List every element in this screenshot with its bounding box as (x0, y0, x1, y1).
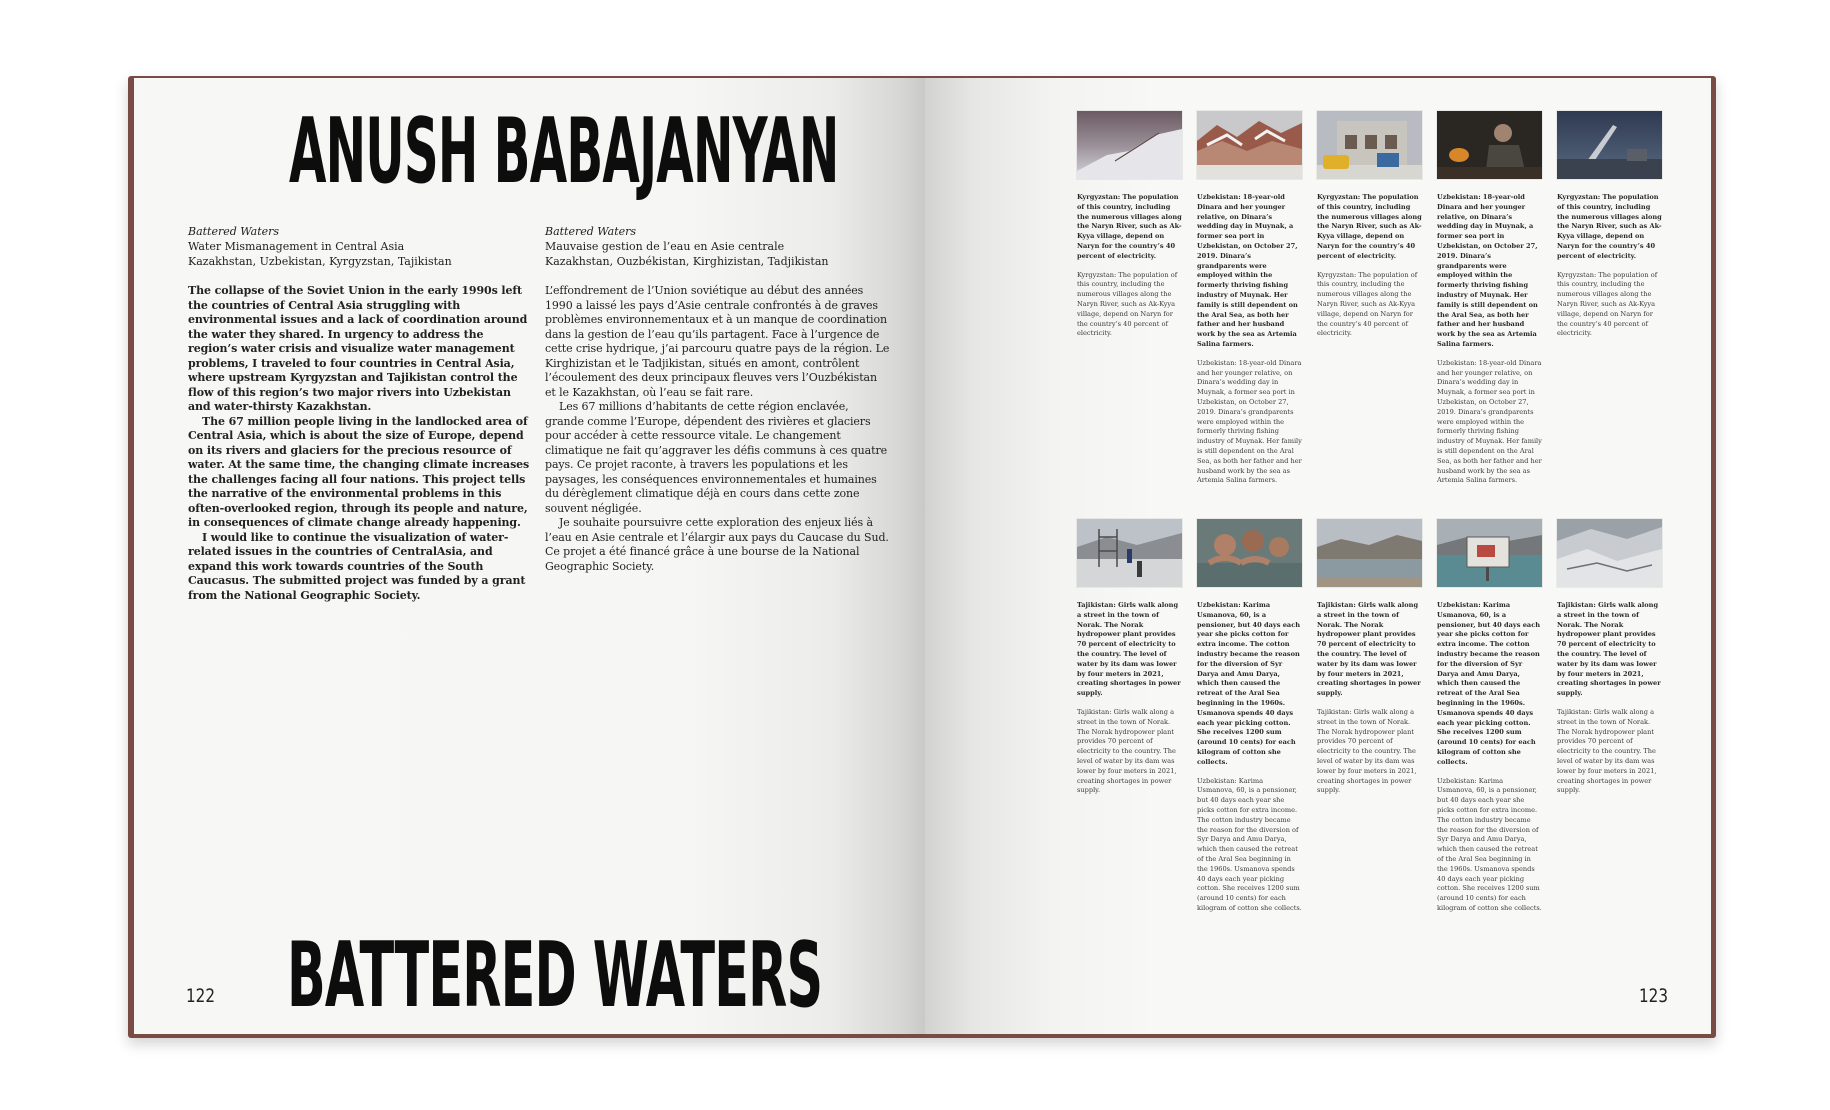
photo-cell (1557, 111, 1662, 339)
photo-caption: Kyrgyzstan: The population of this country, including the numerous villages along the Naryn River, such as Ak-Kyya village, depend on Naryn for the country’s 40 percent of electricity. (1557, 193, 1662, 260)
paragraph: Je souhaite poursuivre cette exploration des enjeux liés à l’eau en Asie centrale et l’élargir aux pays du Caucase du Sud. Ce projet a été financé grâce à une bourse de la National Geographic Society. (545, 516, 889, 573)
photo-caption: Uzbekistan: 18-year-old Dinara and her younger relative, on Dinara’s wedding day in Muynak, a former sea port in Uzbekistan, on October 27, 2019. Dinara’s grandparents were employed within the formerly thriving fishing industry of Muynak. Her family is still dependent on the Aral Sea, as both her father and her husband work by the sea as Artemia Salina farmers. (1437, 193, 1538, 348)
photo-scaffolding-water[interactable] (1077, 519, 1182, 587)
english-body (188, 284, 533, 603)
photo-cell (1317, 519, 1422, 796)
photo-caption-secondary: Uzbekistan: Karima Usmanova, 60, is a pensioner, but 40 days each year she picks cotton for extra income. The cotton industry became the reason for the diversion of Syr Darya and Amu Darya, which then caused the retreat of the Aral Sea beginning in the 1960s. Usmanova spends 40 days each year picking cotton. She receives 1200 sum (around 10 cents) for each kilogram of cotton she collects. (1197, 776, 1302, 912)
photo-cell (1437, 111, 1542, 486)
french-header (545, 224, 890, 269)
story-title: BATTERED WATERS (287, 922, 823, 1028)
project-countries: Kazakhstan, Uzbekistan, Kyrgyzstan, Tajikistan (188, 255, 452, 268)
project-subtitle: Mauvaise gestion de l’eau en Asie centrale (545, 240, 785, 253)
french-body (545, 284, 890, 574)
page-number: 122 (186, 985, 216, 1007)
left-page (134, 78, 925, 1034)
photo-lake-hills[interactable] (1317, 519, 1422, 587)
photo-caption: Kyrgyzstan: The population of this country, including the numerous villages along the Naryn River, such as Ak-Kyya village, depend on Naryn for the country’s 40 percent of electricity. (1317, 193, 1422, 260)
photo-caption: Kyrgyzstan: The population of this country, including the numerous villages along the Naryn River, such as Ak-Kyya village, depend on Naryn for the country’s 40 percent of electricity. (1077, 193, 1182, 260)
project-name: Battered Waters (188, 225, 280, 238)
photo-caption-secondary: Tajikistan: Girls walk along a street in the town of Norak. The Norak hydropower plant provides 70 percent of electricity to the country. The level of water by its dam was lower by four meters in 2021, creating shortages in power supply. (1077, 707, 1177, 795)
project-countries: Kazakhstan, Ouzbékistan, Kirghizistan, Tadjikistan (545, 255, 829, 268)
project-subtitle: Water Mismanagement in Central Asia (188, 240, 405, 253)
page-number: 123 (1639, 985, 1669, 1007)
photo-bathing-people[interactable] (1197, 519, 1302, 587)
photo-cell (1197, 111, 1302, 486)
photo-building-car[interactable] (1317, 111, 1422, 179)
english-column (188, 224, 533, 603)
author-name: ANUSH BABAJANYAN (289, 98, 839, 204)
photo-caption-secondary: Kyrgyzstan: The population of this country, including the numerous villages along the Naryn River, such as Ak-Kyya village, depend on Naryn for the country’s 40 percent of electricity. (1557, 270, 1658, 338)
photo-caption-secondary: Uzbekistan: 18-year-old Dinara and her younger relative, on Dinara’s wedding day in Muynak, a former sea port in Uzbekistan, on October 27, 2019. Dinara’s grandparents were employed within the formerly thriving fishing industry of Muynak. Her family is still dependent on the Aral Sea, as both her father and her husband work by the sea as Artemia Salina farmers. (1437, 358, 1542, 485)
photo-caption: Tajikistan: Girls walk along a street in the town of Norak. The Norak hydropower plant provides 70 percent of electricity to the country. The level of water by its dam was lower by four meters in 2021, creating shortages in power supply. (1077, 601, 1181, 698)
photo-cell (1317, 111, 1422, 339)
paragraph: I would like to continue the visualization of water-related issues in the countries of CentralAsia, and expand this work towards countries of the South Caucasus. The submitted project was funded by a grant from the National Geographic Society. (188, 530, 526, 602)
photo-caption-secondary: Uzbekistan: 18-year-old Dinara and her younger relative, on Dinara’s wedding day in Muynak, a former sea port in Uzbekistan, on October 27, 2019. Dinara’s grandparents were employed within the formerly thriving fishing industry of Muynak. Her family is still dependent on the Aral Sea, as both her father and her husband work by the sea as Artemia Salina farmers. (1197, 358, 1302, 485)
french-column (545, 224, 890, 574)
paragraph: Les 67 millions d’habitants de cette région enclavée, grande comme l’Europe, dépendent des rivières et glaciers pour accéder à cette ressource vitale. Le changement climatique ne fait qu’aggraver les défis communs à ces quatre pays. Ce projet raconte, à travers les populations et les paysages, les conséquences environnementales et humaines du dérèglement climatique déjà en cours dans cette zone souvent négligée. (545, 400, 888, 515)
photo-cell (1077, 111, 1182, 339)
photo-industrial-ruins[interactable] (1557, 111, 1662, 179)
photo-caption: Tajikistan: Girls walk along a street in the town of Norak. The Norak hydropower plant provides 70 percent of electricity to the country. The level of water by its dam was lower by four meters in 2021, creating shortages in power supply. (1317, 601, 1421, 698)
photo-glacier[interactable] (1557, 519, 1662, 587)
photo-caption-secondary: Uzbekistan: Karima Usmanova, 60, is a pensioner, but 40 days each year she picks cotton for extra income. The cotton industry became the reason for the diversion of Syr Darya and Amu Darya, which then caused the retreat of the Aral Sea beginning in the 1960s. Usmanova spends 40 days each year picking cotton. She receives 1200 sum (around 10 cents) for each kilogram of cotton she collects. (1437, 776, 1542, 912)
photo-cell (1557, 519, 1662, 796)
photo-caption: Uzbekistan: 18-year-old Dinara and her younger relative, on Dinara’s wedding day in Muynak, a former sea port in Uzbekistan, on October 27, 2019. Dinara’s grandparents were employed within the formerly thriving fishing industry of Muynak. Her family is still dependent on the Aral Sea, as both her father and her husband work by the sea as Artemia Salina farmers. (1197, 193, 1298, 348)
photo-caption: Tajikistan: Girls walk along a street in the town of Norak. The Norak hydropower plant provides 70 percent of electricity to the country. The level of water by its dam was lower by four meters in 2021, creating shortages in power supply. (1557, 601, 1661, 698)
english-header (188, 224, 533, 269)
project-name: Battered Waters (545, 225, 637, 238)
paragraph: The 67 million people living in the landlocked area of Central Asia, which is about the size of Europe, depend on its rivers and glaciers for the precious resource of water. At the same time, the changing climate increases the challenges facing all four nations. This project tells the narrative of the environmental problems in this often-overlooked region, through its people and nature, in consequences of climate change already happening. (188, 414, 530, 529)
photo-cell (1077, 519, 1182, 796)
photo-man-interior[interactable] (1437, 111, 1542, 179)
photo-caption-secondary: Kyrgyzstan: The population of this country, including the numerous villages along the Naryn River, such as Ak-Kyya village, depend on Naryn for the country’s 40 percent of electricity. (1317, 270, 1418, 338)
photo-billboard-lake[interactable] (1437, 519, 1542, 587)
photo-caption: Uzbekistan: Karima Usmanova, 60, is a pensioner, but 40 days each year she picks cotton for extra income. The cotton industry became the reason for the diversion of Syr Darya and Amu Darya, which then caused the retreat of the Aral Sea beginning in the 1960s. Usmanova spends 40 days each year picking cotton. She receives 1200 sum (around 10 cents) for each kilogram of cotton she collects. (1437, 601, 1541, 766)
paragraph: The collapse of the Soviet Union in the early 1990s left the countries of Central Asia struggling with environmental issues and a lack of coordination around the water they shared. In urgency to address the region’s water crisis and visualize water management problems, I traveled to four countries in Central Asia, where upstream Kyrgyzstan and Tajikistan control the flow of this region’s two major rivers into Uzbekistan and water-thirsty Kazakhstan. (188, 284, 528, 413)
photo-snowy-mountain[interactable] (1077, 111, 1182, 179)
photo-cell (1197, 519, 1302, 914)
paragraph: L’effondrement de l’Union soviétique au début des années 1990 a laissé les pays d’Asie centrale confrontés à de graves problèmes environnementaux et à un manque de coordination dans la gestion de l’eau qu’ils partagent. Face à l’urgence de cette crise hydrique, j’ai parcouru quatre pays de la région. Le Kirghizistan et le Tadjikistan, situés en amont, contrôlent l’écoulement des deux principaux fleuves vers l’Ouzbékistan et le Kazakhstan, où l’eau se fait rare. (545, 284, 890, 399)
photo-caption-secondary: Tajikistan: Girls walk along a street in the town of Norak. The Norak hydropower plant provides 70 percent of electricity to the country. The level of water by its dam was lower by four meters in 2021, creating shortages in power supply. (1557, 707, 1657, 795)
photo-red-hills[interactable] (1197, 111, 1302, 179)
photo-caption-secondary: Tajikistan: Girls walk along a street in the town of Norak. The Norak hydropower plant provides 70 percent of electricity to the country. The level of water by its dam was lower by four meters in 2021, creating shortages in power supply. (1317, 707, 1417, 795)
right-page (925, 78, 1711, 1034)
photo-cell (1437, 519, 1542, 914)
photo-caption-secondary: Kyrgyzstan: The population of this country, including the numerous villages along the Naryn River, such as Ak-Kyya village, depend on Naryn for the country’s 40 percent of electricity. (1077, 270, 1178, 338)
photo-caption: Uzbekistan: Karima Usmanova, 60, is a pensioner, but 40 days each year she picks cotton for extra income. The cotton industry became the reason for the diversion of Syr Darya and Amu Darya, which then caused the retreat of the Aral Sea beginning in the 1960s. Usmanova spends 40 days each year picking cotton. She receives 1200 sum (around 10 cents) for each kilogram of cotton she collects. (1197, 601, 1301, 766)
